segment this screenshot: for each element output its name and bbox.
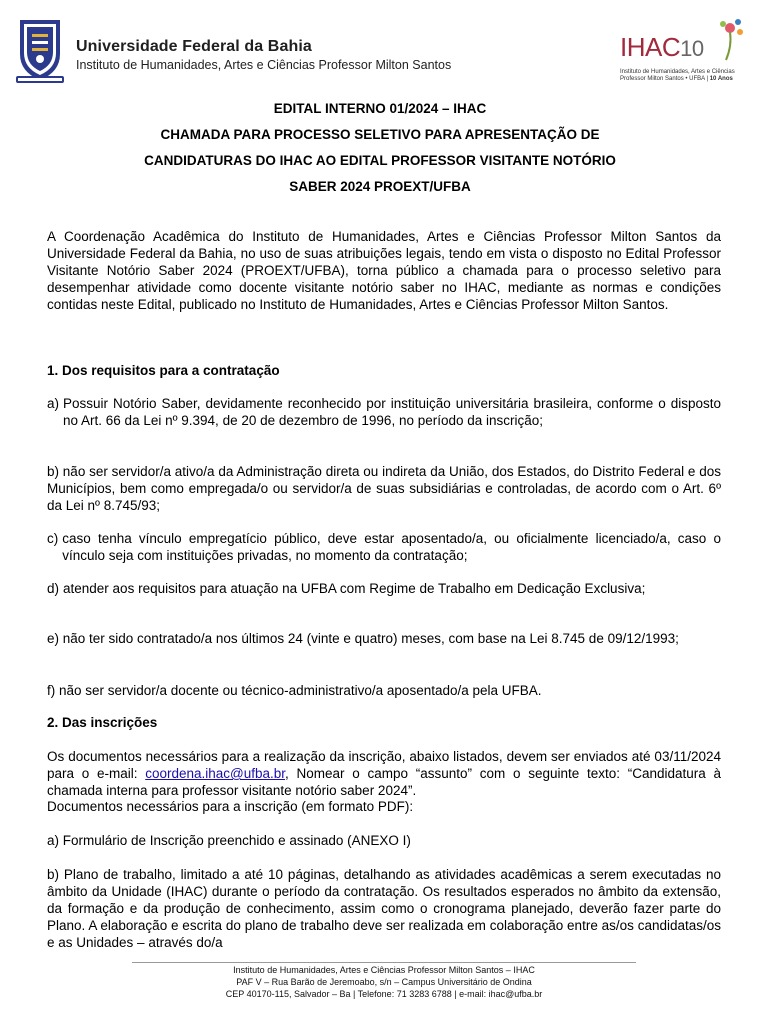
document-item-b: b) Plano de trabalho, limitado a até 10 páginas, detalhando as atividades acadêmicas a serem executadas no âmbito da Unidade (IHAC) durante o período da contratação. Os resultados esperados no âmbito da extensão, da formação e da produção de conhecimento, assim como o cronograma planejado, deverão fazer parte do Plano. A elaboração e escrita do plano de trabalho deve ser realizada em colaboração entre as/os candidatas/os e as Unidades – através do/a (47, 867, 721, 950)
requirement-b: b) não ser servidor/a ativo/a da Administração direta ou indireta da União, dos Estados, do Distrito Federal e dos Municípios, bem como empregada/o ou servidor/a de suas subsidiárias e controladas, de acordo com o Art. 6º da Lei nº 8.745/93; (47, 464, 721, 513)
email-link[interactable]: coordena.ihac@ufba.br (145, 766, 286, 781)
footer-divider (132, 962, 636, 963)
page-header (0, 0, 768, 100)
footer-line-3: CEP 40170-115, Salvador – Ba | Telefone: 71 3283 6788 | e-mail: ihac@ufba.br (225, 989, 543, 999)
ihac-logo-caption: Instituto de Humanidades, Artes e Ciências Professor Milton Santos • UFBA | 10 Anos (620, 69, 735, 82)
section-1-heading: 1. Dos requisitos para a contratação (47, 363, 280, 378)
section-2-heading: 2. Das inscrições (47, 715, 158, 730)
requirement-f: f) não ser servidor/a docente ou técnico-administrativo/a aposentado/a pela UFBA. (47, 683, 542, 698)
requirement-c-label: c) (47, 531, 59, 546)
inscription-paragraph (47, 748, 721, 799)
title-line-2: CHAMADA PARA PROCESSO SELETIVO PARA APRESENTAÇÃO DE (160, 127, 600, 142)
requirement-a-text: Possuir Notório Saber, devidamente reconhecido por instituição universitária brasileira, conforme o disposto no Art. 66 da Lei nº 9.394, de 20 de dezembro de 1996, no período da inscrição; (63, 396, 721, 428)
ihac-logo-word: IHAC10 (620, 32, 704, 62)
title-line-3: CANDIDATURAS DO IHAC AO EDITAL PROFESSOR VISITANTE NOTÓRIO (144, 153, 616, 168)
footer-line-1: Instituto de Humanidades, Artes e Ciências Professor Milton Santos – IHAC (233, 965, 535, 975)
university-name: Universidade Federal da Bahia (76, 38, 312, 55)
requirement-c-text: caso tenha vínculo empregatício público, deve estar aposentado/a, ou oficialmente licenciado/a, caso o vínculo seja com instituições privadas, no momento da contratação; (62, 531, 721, 563)
document-item-a: a) Formulário de Inscrição preenchido e assinado (ANEXO I) (47, 833, 411, 848)
title-line-4: SABER 2024 PROEXT/UFBA (289, 179, 471, 194)
ihac-flower-icon (712, 16, 748, 64)
requirement-e: e) não ter sido contratado/a nos últimos 24 (vinte e quatro) meses, com base na Lei 8.745 de 09/12/1993; (47, 631, 679, 646)
institute-name: Instituto de Humanidades, Artes e Ciências Professor Milton Santos (76, 58, 452, 72)
inscription-text-after: , Nomear o campo “assunto” com o seguinte texto: “Candidatura à chamada interna para professor visitante notório saber 2024”. (47, 766, 721, 798)
requirement-d-text: atender aos requisitos para atuação na UFBA com Regime de Trabalho em Dedicação Exclusiva; (63, 581, 646, 596)
requirement-d-label: d) (47, 581, 60, 596)
requirement-d (47, 580, 721, 597)
footer-line-2: PAF V – Rua Barão de Jeremoabo, s/n – Campus Universitário de Ondina (236, 977, 532, 987)
requirement-c (47, 530, 721, 564)
title-line-1: EDITAL INTERNO 01/2024 – IHAC (273, 101, 487, 116)
documents-intro: Documentos necessários para a inscrição (em formato PDF): (47, 799, 414, 814)
ufba-crest-icon (14, 14, 66, 86)
page-footer (100, 964, 668, 1000)
inscription-text-before: Os documentos necessários para a realização da inscrição, abaixo listados, devem ser enviados até 03/11/2024 para o e-mail: (47, 749, 721, 781)
intro-paragraph: A Coordenação Acadêmica do Instituto de Humanidades, Artes e Ciências Professor Milton Santos da Universidade Federal da Bahia, no uso de suas atribuições legais, tendo em vista o disposto no Edital Professor Visitante Notório Saber 2024 (PROEXT/UFBA), torna público a chamada para o processo seletivo para desempenhar atividade como docente visitante notório saber no IHAC, mediante as normas e condições contidas neste Edital, publicado no Instituto de Humanidades, Artes e Ciências Professor Milton Santos. (47, 229, 721, 312)
document-title-block (40, 101, 720, 205)
requirement-a-label: a) (47, 396, 60, 411)
requirement-a (47, 395, 721, 429)
